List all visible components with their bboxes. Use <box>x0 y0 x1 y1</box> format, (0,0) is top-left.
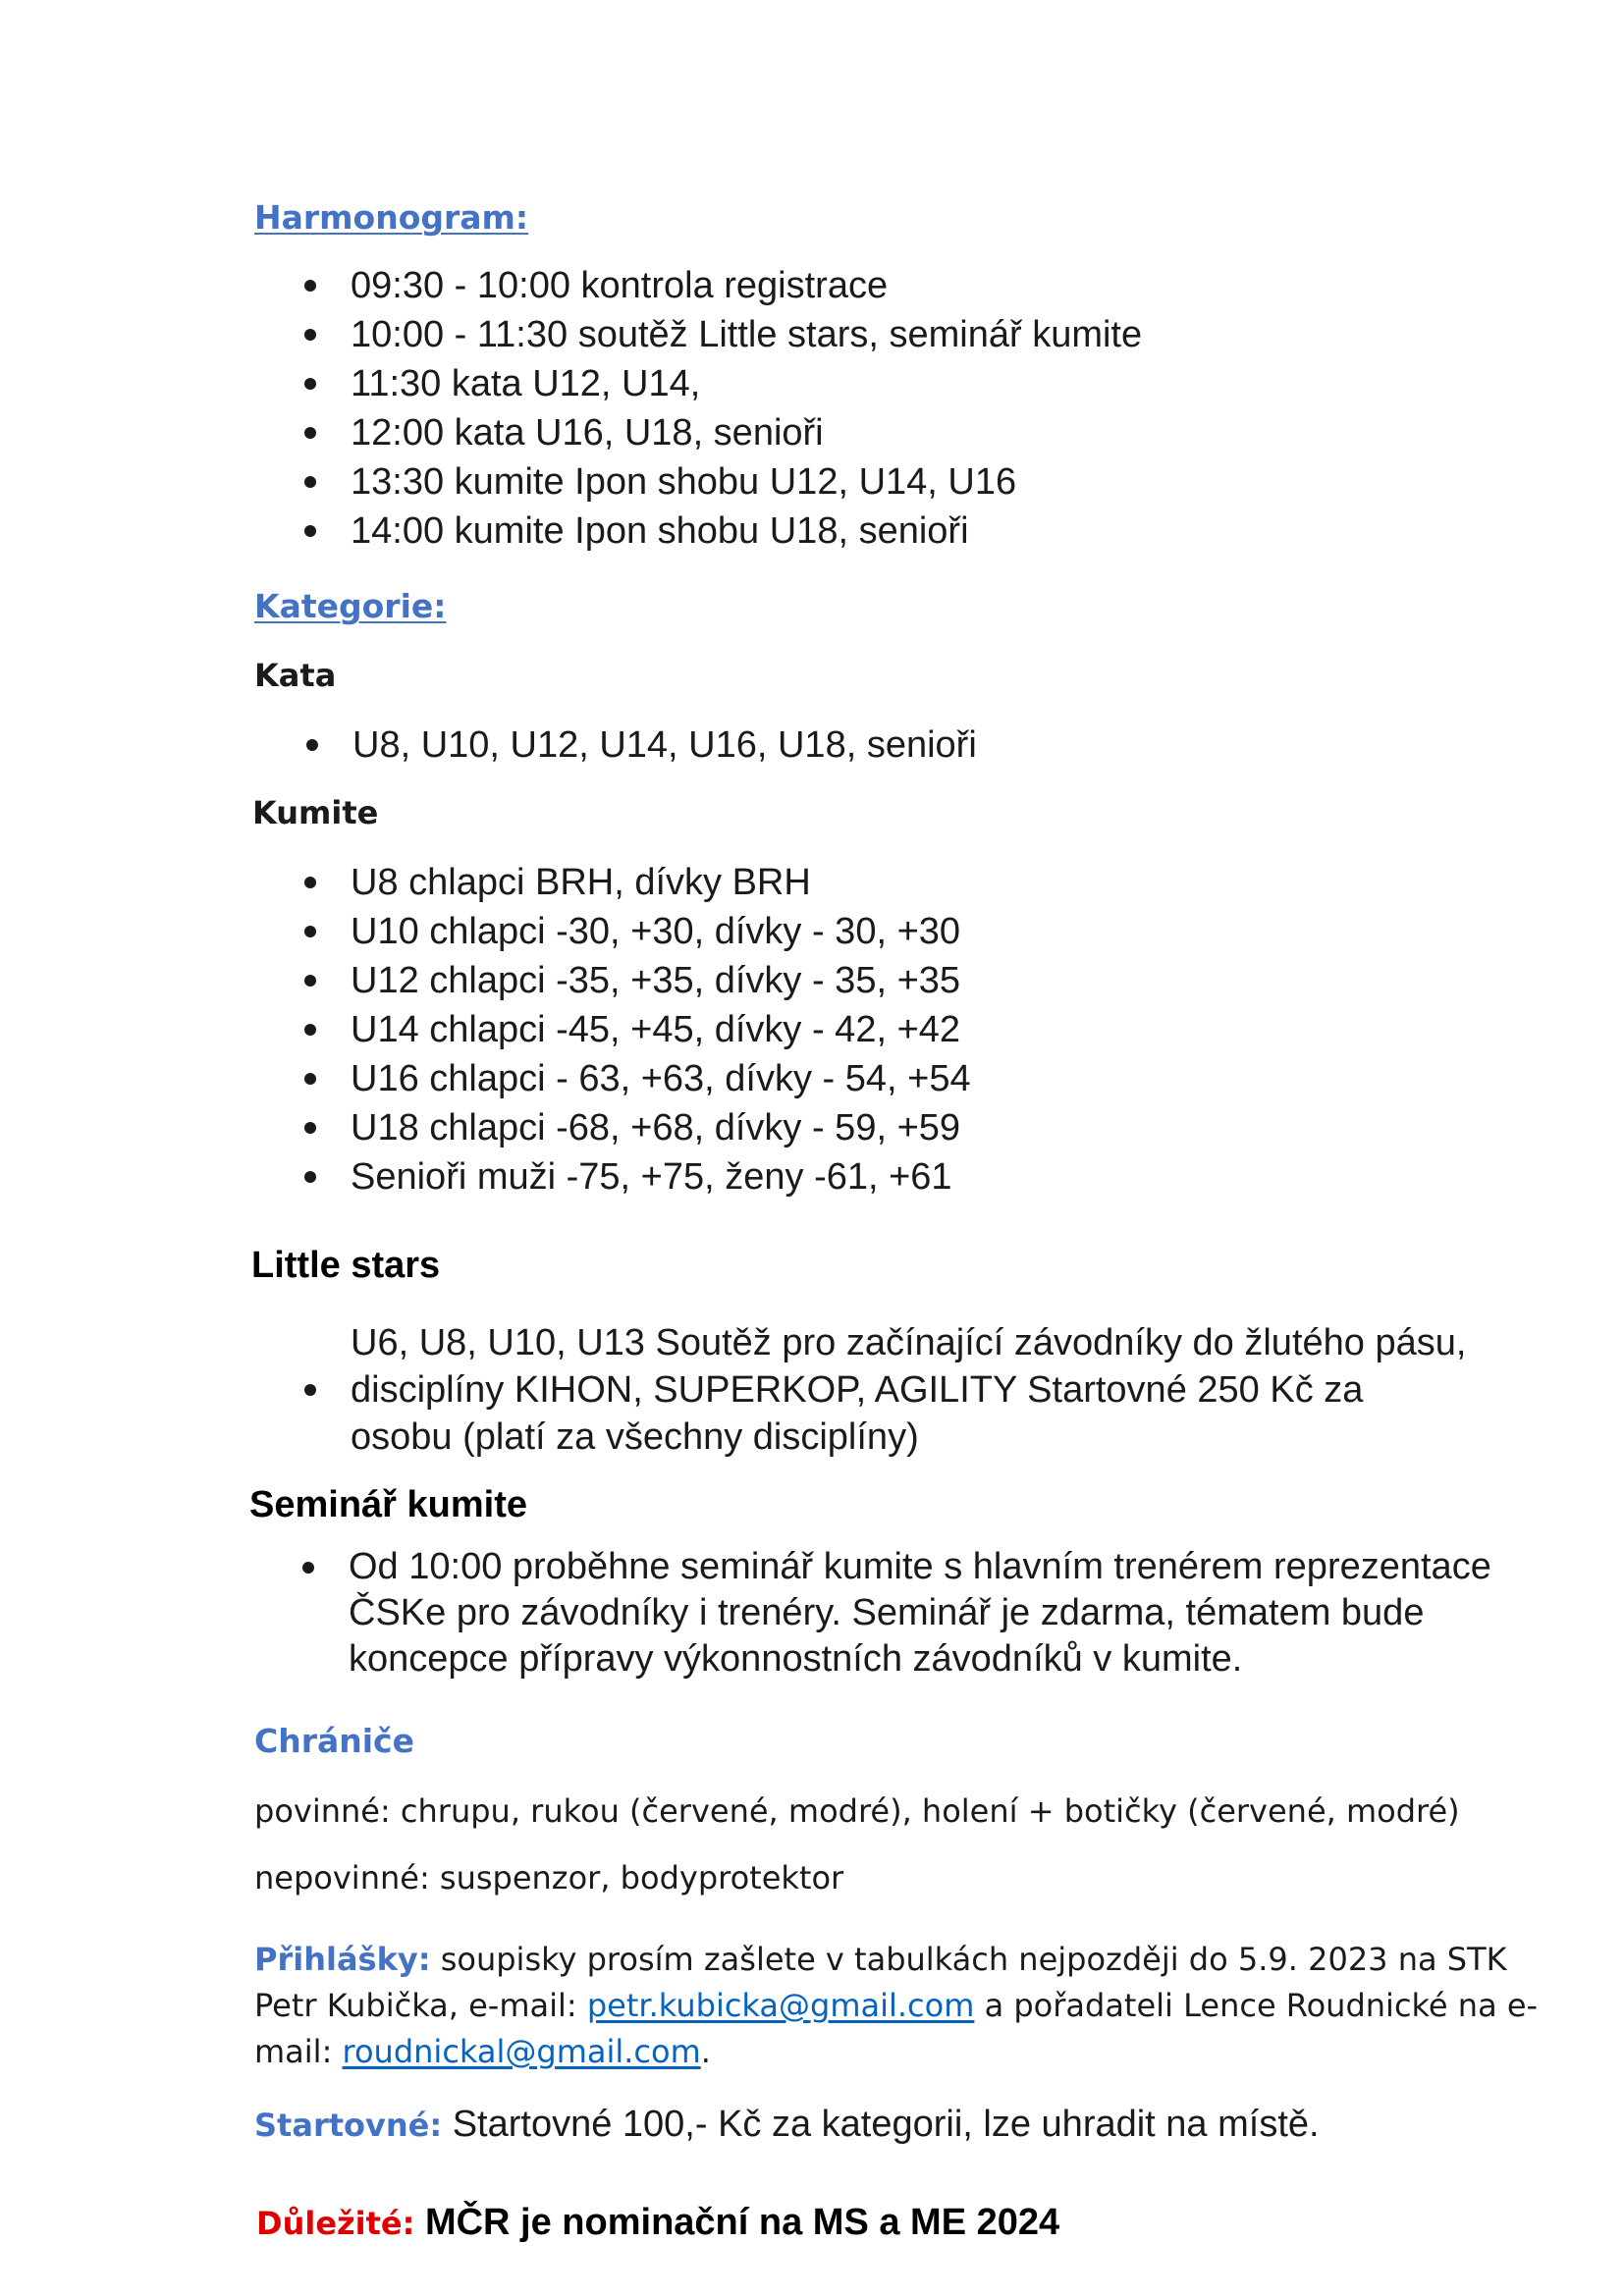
list-item-text: U18 chlapci -68, +68, dívky - 59, +59 <box>351 1107 961 1148</box>
list-item-text: U14 chlapci -45, +45, dívky - 42, +42 <box>351 1009 961 1050</box>
list-item-text: U8 chlapci BRH, dívky BRH <box>351 862 811 903</box>
seminar-line: ČSKe pro závodníky i trenéry. Seminář je zdarma, tématem bude <box>349 1592 1425 1633</box>
list-item-text: U12 chlapci -35, +35, dívky - 35, +35 <box>351 960 961 1001</box>
bullet-icon <box>304 280 316 292</box>
list-item <box>351 408 1142 457</box>
list-item-text: 13:30 kumite Ipon shobu U12, U14, U16 <box>351 461 1017 503</box>
prihlasky-text: a pořadateli Lence Roudnické na e- <box>974 1987 1539 2024</box>
bullet-icon <box>302 1562 314 1574</box>
prihlasky-text: . <box>700 2033 711 2070</box>
bullet-icon <box>304 975 316 987</box>
list-item <box>351 261 1142 310</box>
dulezite-paragraph <box>256 2202 1059 2244</box>
list-item <box>351 1005 971 1054</box>
startovne-paragraph <box>254 2104 1320 2146</box>
chranice-povinne: povinné: chrupu, rukou (červené, modré), holení + botičky (červené, modré) <box>254 1792 1460 1830</box>
prihlasky-text: Petr Kubička, e-mail: <box>254 1987 587 2024</box>
list-item-text: 11:30 kata U12, U14, <box>351 363 701 404</box>
list-item <box>351 359 1142 408</box>
list-item-text: U8, U10, U12, U14, U16, U18, senioři <box>352 724 977 766</box>
bullet-icon <box>306 739 318 751</box>
kata-list <box>352 721 977 770</box>
list-item <box>351 507 1142 556</box>
list-item <box>352 721 977 770</box>
kata-subheading: Kata <box>254 657 337 694</box>
dulezite-label: Důležité: <box>256 2205 415 2242</box>
list-item-text: U16 chlapci - 63, +63, dívky - 54, +54 <box>351 1058 971 1099</box>
chranice-nepovinne: nepovinné: suspenzor, bodyprotektor <box>254 1859 844 1896</box>
list-item-text: 12:00 kata U16, U18, senioři <box>351 412 824 454</box>
chranice-heading: Chrániče <box>254 1722 415 1760</box>
list-item <box>351 858 971 907</box>
prihlasky-text: mail: <box>254 2033 343 2070</box>
startovne-label: Startovné: <box>254 2107 443 2144</box>
little-stars-list <box>351 1319 1466 1461</box>
little-stars-line: U6, U8, U10, U13 Soutěž pro začínající závodníky do žlutého pásu, <box>351 1322 1467 1363</box>
harmonogram-list <box>351 261 1142 556</box>
list-item-text: 14:00 kumite Ipon shobu U18, senioři <box>351 510 969 552</box>
list-item <box>351 310 1142 359</box>
little-stars-line: osobu (platí za všechny disciplíny) <box>351 1416 919 1458</box>
bullet-icon <box>304 1024 316 1036</box>
list-item-text: 10:00 - 11:30 soutěž Little stars, seminář kumite <box>351 314 1143 355</box>
harmonogram-heading: Harmonogram: <box>254 198 529 237</box>
list-item <box>351 1319 1466 1461</box>
bullet-icon <box>304 329 316 341</box>
prihlasky-label: Přihlášky: <box>254 1941 431 1978</box>
seminar-title: Seminář kumite <box>249 1484 527 1525</box>
prihlasky-text: soupisky prosím zašlete v tabulkách nejpozději do 5.9. 2023 na STK <box>430 1941 1507 1978</box>
seminar-list <box>349 1544 1491 1682</box>
little-stars-title: Little stars <box>251 1245 441 1286</box>
bullet-icon <box>304 525 316 537</box>
list-item <box>351 1103 971 1152</box>
bullet-icon <box>304 926 316 937</box>
seminar-line: koncepce přípravy výkonnostních závodníků v kumite. <box>349 1638 1243 1680</box>
seminar-line: Od 10:00 proběhne seminář kumite s hlavním trenérem reprezentace <box>349 1546 1491 1587</box>
list-item <box>351 1152 971 1201</box>
kategorie-heading: Kategorie: <box>254 587 447 625</box>
email-link-stk[interactable]: petr.kubicka@gmail.com <box>586 1987 975 2024</box>
bullet-icon <box>304 1384 316 1396</box>
prihlasky-paragraph <box>254 1937 1538 2075</box>
startovne-text: Startovné 100,- Kč za kategorii, lze uhradit na místě. <box>442 2104 1320 2145</box>
bullet-icon <box>304 1171 316 1183</box>
bullet-icon <box>304 427 316 439</box>
list-item-text: 09:30 - 10:00 kontrola registrace <box>351 265 889 306</box>
list-item <box>351 457 1142 507</box>
list-item <box>351 956 971 1005</box>
bullet-icon <box>304 476 316 488</box>
bullet-icon <box>304 378 316 390</box>
dulezite-text: MČR je nominační na MS a ME 2024 <box>414 2202 1060 2243</box>
kumite-list <box>351 858 971 1201</box>
list-item-text: Senioři muži -75, +75, ženy -61, +61 <box>351 1156 952 1198</box>
little-stars-line: disciplíny KIHON, SUPERKOP, AGILITY Startovné 250 Kč za <box>351 1369 1364 1411</box>
email-link-organizer[interactable]: roudnickal@gmail.com <box>342 2033 701 2070</box>
list-item-text: U10 chlapci -30, +30, dívky - 30, +30 <box>351 911 961 952</box>
bullet-icon <box>304 1122 316 1134</box>
list-item <box>351 1054 971 1103</box>
list-item <box>351 907 971 956</box>
bullet-icon <box>304 877 316 888</box>
kumite-subheading: Kumite <box>252 794 379 831</box>
bullet-icon <box>304 1073 316 1085</box>
list-item <box>349 1544 1491 1682</box>
